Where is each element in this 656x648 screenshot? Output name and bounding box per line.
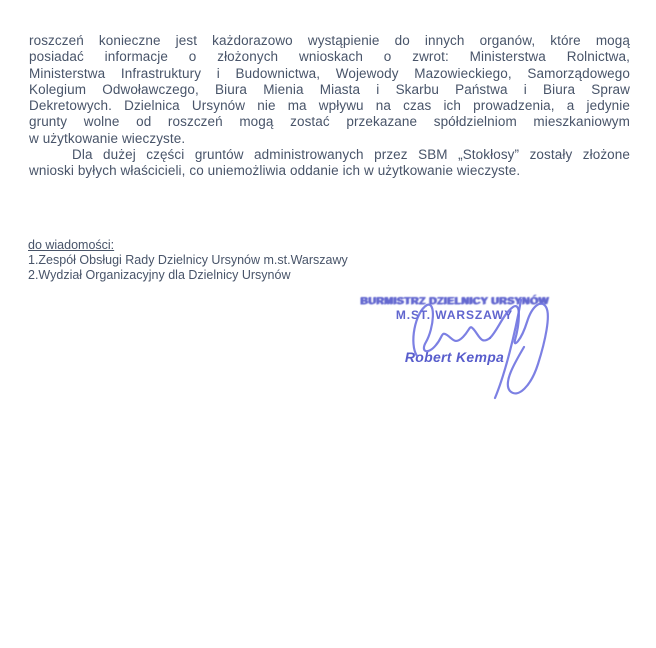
letter-body bbox=[29, 33, 630, 180]
body-line: Ministerstwa Infrastruktury i Budownictwa, Wojewody Mazowieckiego, Samorządowego bbox=[29, 65, 630, 81]
body-line: grunty wolne od roszczeń mogą zostać przekazane spółdzielniom mieszkaniowym bbox=[29, 114, 630, 130]
body-line: roszczeń konieczne jest każdorazowo wystąpienie do innych organów, które mogą bbox=[29, 33, 630, 48]
distribution-list bbox=[28, 238, 348, 284]
distribution-item: 1.Zespół Obsługi Rady Dzielnicy Ursynów m.st.Warszawy bbox=[28, 253, 348, 268]
body-line: w użytkowanie wieczyste. bbox=[29, 130, 186, 146]
stamp-city: M.ST. WARSZAWY bbox=[395, 308, 514, 322]
signer-name: Robert Kempa bbox=[404, 349, 505, 365]
body-line: Kolegium Odwoławczego, Biura Mienia Miasta i Skarbu Państwa i Biura Spraw bbox=[29, 81, 630, 97]
body-line: Dla dużej części gruntów administrowanych przez SBM „Stokłosy” zostały złożone bbox=[72, 147, 630, 163]
official-stamp bbox=[352, 295, 557, 365]
distribution-heading: do wiadomości: bbox=[28, 238, 115, 252]
stamp-title: BURMISTRZ DZIELNICY URSYNÓW bbox=[360, 295, 549, 307]
body-line: posiadać informacje o złożonych wnioskach o zwrot: Ministerstwa Rolnictwa, bbox=[29, 49, 630, 65]
body-line: Dekretowych. Dzielnica Ursynów nie ma wpływu na czas ich prowadzenia, a jedynie bbox=[29, 98, 630, 114]
body-line: wnioski byłych właścicieli, co uniemożliwia oddanie ich w użytkowanie wieczyste. bbox=[29, 163, 521, 179]
distribution-item: 2.Wydział Organizacyjny dla Dzielnicy Ursynów bbox=[28, 268, 291, 283]
